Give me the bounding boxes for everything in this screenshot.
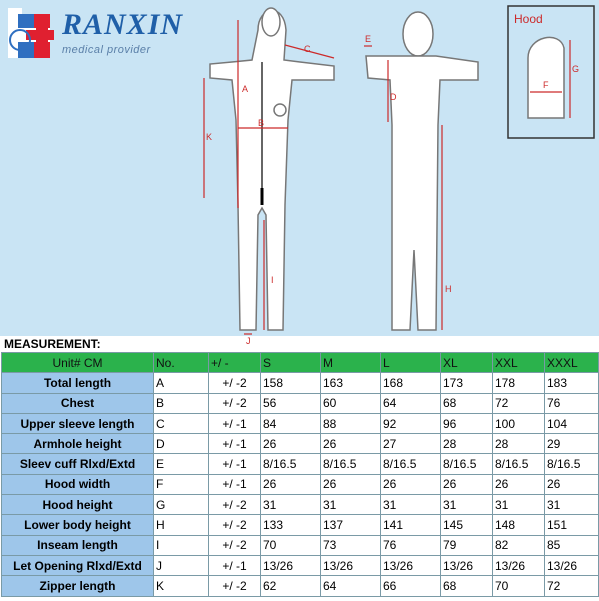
size-value-cell: 31 <box>441 495 493 515</box>
table-row <box>2 454 599 474</box>
size-value-cell: 72 <box>545 576 599 596</box>
size-value-cell: 183 <box>545 373 599 393</box>
measurement-code: H <box>154 515 209 535</box>
size-value-cell: 27 <box>381 434 441 454</box>
size-value-cell: 28 <box>493 434 545 454</box>
size-value-cell: 178 <box>493 373 545 393</box>
size-value-cell: 29 <box>545 434 599 454</box>
tolerance-cell: +/ -1 <box>209 413 261 433</box>
size-value-cell: 85 <box>545 535 599 555</box>
header-size-s: S <box>261 353 321 373</box>
size-value-cell: 26 <box>441 474 493 494</box>
measurement-name: Let Opening Rlxd/Extd <box>2 555 154 575</box>
size-value-cell: 100 <box>493 413 545 433</box>
size-value-cell: 68 <box>441 393 493 413</box>
dimension-label-c: C <box>304 44 311 54</box>
size-value-cell: 8/16.5 <box>545 454 599 474</box>
tolerance-cell: +/ -2 <box>209 495 261 515</box>
measurement-name: Inseam length <box>2 535 154 555</box>
measurement-title: MEASUREMENT: <box>4 337 101 351</box>
header-size-xl: XL <box>441 353 493 373</box>
table-row <box>2 495 599 515</box>
tolerance-cell: +/ -2 <box>209 576 261 596</box>
measurement-code: F <box>154 474 209 494</box>
dimension-label-e: E <box>365 34 372 44</box>
dimension-label-i: I <box>271 275 274 285</box>
size-value-cell: 31 <box>381 495 441 515</box>
size-chart-table <box>1 352 599 597</box>
dimension-label-b: B <box>258 118 265 128</box>
hood-title: Hood <box>514 12 543 26</box>
size-value-cell: 148 <box>493 515 545 535</box>
tolerance-cell: +/ -1 <box>209 434 261 454</box>
measurement-code: B <box>154 393 209 413</box>
measurement-code: K <box>154 576 209 596</box>
measurement-name: Hood width <box>2 474 154 494</box>
size-value-cell: 26 <box>261 434 321 454</box>
table-row <box>2 434 599 454</box>
size-value-cell: 13/26 <box>441 555 493 575</box>
header-tolerance: +/ - <box>209 353 261 373</box>
size-value-cell: 13/26 <box>381 555 441 575</box>
size-value-cell: 73 <box>321 535 381 555</box>
size-value-cell: 84 <box>261 413 321 433</box>
size-value-cell: 76 <box>545 393 599 413</box>
size-value-cell: 168 <box>381 373 441 393</box>
size-value-cell: 62 <box>261 576 321 596</box>
size-value-cell: 8/16.5 <box>441 454 493 474</box>
size-value-cell: 26 <box>261 474 321 494</box>
dimension-label-d: D <box>390 92 397 102</box>
size-value-cell: 104 <box>545 413 599 433</box>
size-value-cell: 26 <box>545 474 599 494</box>
size-value-cell: 66 <box>381 576 441 596</box>
table-row <box>2 555 599 575</box>
size-value-cell: 26 <box>381 474 441 494</box>
measurement-name: Lower body height <box>2 515 154 535</box>
size-value-cell: 72 <box>493 393 545 413</box>
dimension-label-k: K <box>206 132 213 142</box>
dimension-label-j: J <box>246 336 251 346</box>
size-value-cell: 96 <box>441 413 493 433</box>
measurement-name: Sleev cuff Rlxd/Extd <box>2 454 154 474</box>
header-size-m: M <box>321 353 381 373</box>
table-row <box>2 576 599 596</box>
table-header-row <box>2 353 599 373</box>
table-row <box>2 535 599 555</box>
size-value-cell: 70 <box>261 535 321 555</box>
size-value-cell: 31 <box>545 495 599 515</box>
size-value-cell: 13/26 <box>261 555 321 575</box>
measurement-code: C <box>154 413 209 433</box>
table-body <box>2 373 599 596</box>
dimension-label-a: A <box>242 84 249 94</box>
header-unit: Unit# CM <box>2 353 154 373</box>
size-value-cell: 163 <box>321 373 381 393</box>
size-value-cell: 151 <box>545 515 599 535</box>
tolerance-cell: +/ -2 <box>209 393 261 413</box>
size-value-cell: 158 <box>261 373 321 393</box>
measurement-code: A <box>154 373 209 393</box>
tolerance-cell: +/ -2 <box>209 515 261 535</box>
size-value-cell: 31 <box>493 495 545 515</box>
measurement-name: Upper sleeve length <box>2 413 154 433</box>
size-value-cell: 64 <box>381 393 441 413</box>
size-value-cell: 31 <box>321 495 381 515</box>
size-value-cell: 26 <box>321 434 381 454</box>
header-size-xxl: XXL <box>493 353 545 373</box>
size-value-cell: 8/16.5 <box>261 454 321 474</box>
size-value-cell: 8/16.5 <box>381 454 441 474</box>
size-value-cell: 26 <box>493 474 545 494</box>
tolerance-cell: +/ -1 <box>209 454 261 474</box>
measurement-code: E <box>154 454 209 474</box>
size-value-cell: 60 <box>321 393 381 413</box>
measurement-code: D <box>154 434 209 454</box>
measurement-name: Zipper length <box>2 576 154 596</box>
size-value-cell: 26 <box>321 474 381 494</box>
measurement-code: J <box>154 555 209 575</box>
tolerance-cell: +/ -1 <box>209 555 261 575</box>
size-value-cell: 141 <box>381 515 441 535</box>
dimension-label-h: H <box>445 284 452 294</box>
hood-outline <box>528 37 564 118</box>
header-no: No. <box>154 353 209 373</box>
size-value-cell: 13/26 <box>545 555 599 575</box>
measurement-name: Hood height <box>2 495 154 515</box>
measurement-name: Armhole height <box>2 434 154 454</box>
size-value-cell: 13/26 <box>493 555 545 575</box>
size-value-cell: 173 <box>441 373 493 393</box>
size-value-cell: 8/16.5 <box>493 454 545 474</box>
table-row <box>2 373 599 393</box>
measurement-name: Chest <box>2 393 154 413</box>
size-value-cell: 56 <box>261 393 321 413</box>
dimension-label-f: F <box>543 80 549 90</box>
tolerance-cell: +/ -2 <box>209 535 261 555</box>
size-value-cell: 92 <box>381 413 441 433</box>
table-row <box>2 515 599 535</box>
measurement-code: I <box>154 535 209 555</box>
size-value-cell: 70 <box>493 576 545 596</box>
brand-name: RANXIN <box>62 8 184 41</box>
size-value-cell: 64 <box>321 576 381 596</box>
size-value-cell: 68 <box>441 576 493 596</box>
dimension-label-g: G <box>572 64 580 74</box>
brand-tagline: medical provider <box>62 44 151 56</box>
header-size-l: L <box>381 353 441 373</box>
header-size-xxxl: XXXL <box>545 353 599 373</box>
size-value-cell: 145 <box>441 515 493 535</box>
size-value-cell: 88 <box>321 413 381 433</box>
tolerance-cell: +/ -1 <box>209 474 261 494</box>
table-row <box>2 393 599 413</box>
back-coverall-outline <box>366 12 478 330</box>
measurement-code: G <box>154 495 209 515</box>
size-value-cell: 8/16.5 <box>321 454 381 474</box>
size-value-cell: 76 <box>381 535 441 555</box>
size-value-cell: 28 <box>441 434 493 454</box>
size-value-cell: 82 <box>493 535 545 555</box>
size-value-cell: 133 <box>261 515 321 535</box>
table-row <box>2 413 599 433</box>
size-value-cell: 137 <box>321 515 381 535</box>
measurement-name: Total length <box>2 373 154 393</box>
size-value-cell: 31 <box>261 495 321 515</box>
tolerance-cell: +/ -2 <box>209 373 261 393</box>
size-value-cell: 13/26 <box>321 555 381 575</box>
size-value-cell: 79 <box>441 535 493 555</box>
table-row <box>2 474 599 494</box>
